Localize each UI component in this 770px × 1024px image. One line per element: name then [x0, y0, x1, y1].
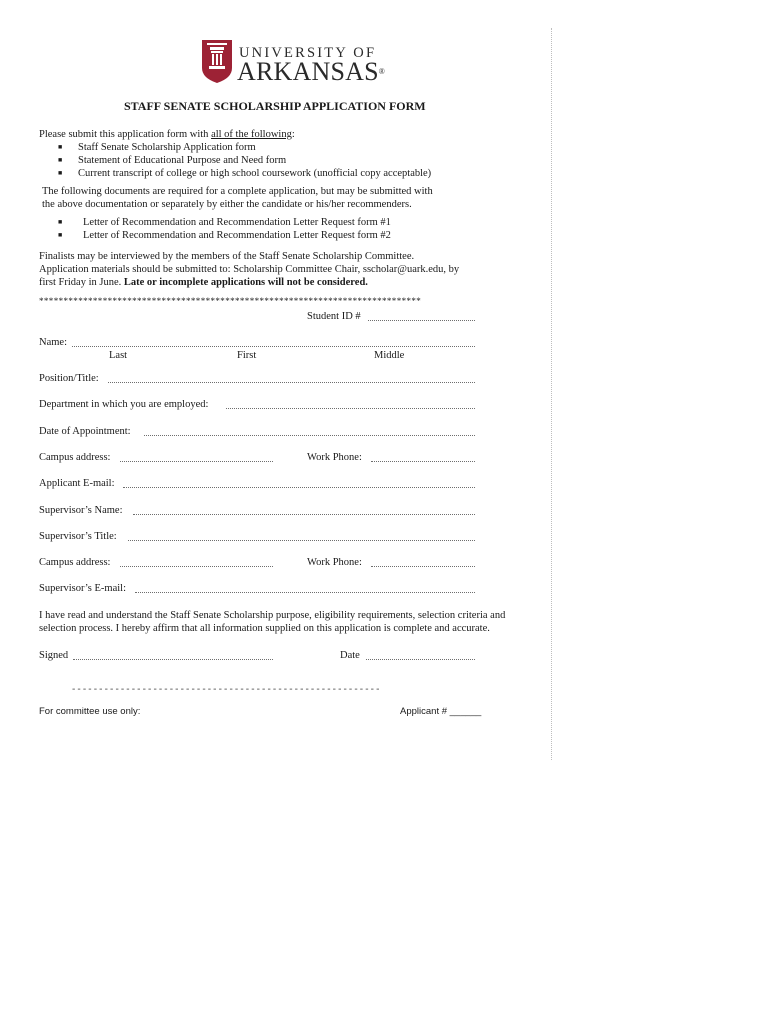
- signed-label: Signed: [39, 650, 69, 661]
- department-label: Department in which you are employed:: [39, 399, 209, 410]
- finalists-text: Finalists may be interviewed by the members of the Staff Senate Scholarship Committee.: [39, 251, 415, 262]
- signature-field[interactable]: [73, 659, 273, 660]
- date-of-appointment-label: Date of Appointment:: [39, 426, 131, 437]
- applicant-email-field[interactable]: [123, 487, 475, 488]
- list-item: Letter of Recommendation and Recommendation Letter Request form #1: [83, 217, 391, 228]
- supervisor-campus-address-field[interactable]: [120, 566, 273, 567]
- date-label: Date: [340, 650, 360, 661]
- logo-line-arkansas: ARKANSAS®: [237, 57, 386, 86]
- bullet-icon: ■: [58, 156, 63, 164]
- supervisor-campus-address-label: Campus address:: [39, 557, 111, 568]
- logo-line-university: UNIVERSITY OF: [239, 45, 377, 61]
- name-first-caption: First: [237, 350, 257, 361]
- separator-stars: ******************************************************************************: [39, 296, 422, 306]
- student-id-field[interactable]: [368, 320, 475, 321]
- list-item: Staff Senate Scholarship Application form: [78, 142, 256, 153]
- committee-separator: ---------------------------------------------------------: [72, 684, 382, 695]
- student-id-label: Student ID #: [307, 311, 361, 322]
- supervisor-email-field[interactable]: [135, 592, 475, 593]
- bullet-icon: ■: [58, 143, 63, 151]
- name-last-caption: Last: [109, 350, 128, 361]
- applicant-number-label: Applicant # ______: [400, 706, 482, 717]
- supervisor-work-phone-label: Work Phone:: [307, 557, 362, 568]
- affirmation-text: I have read and understand the Staff Senate Scholarship purpose, eligibility requirements, selection criteria and: [39, 610, 506, 621]
- campus-address-field[interactable]: [120, 461, 273, 462]
- bullet-icon: ■: [58, 231, 63, 239]
- department-field[interactable]: [226, 408, 475, 409]
- date-field[interactable]: [366, 659, 475, 660]
- submission-text: Application materials should be submitted to: Scholarship Committee Chair, sscholar@uark.edu, by: [39, 264, 460, 275]
- university-logo: [200, 38, 385, 88]
- additional-docs-text: the above documentation or separately by either the candidate or his/her recommenders.: [42, 199, 412, 210]
- intro-text: Please submit this application form with all of the following:: [39, 129, 295, 140]
- supervisor-title-field[interactable]: [128, 540, 475, 541]
- page-edge-dotted-line: [551, 28, 552, 760]
- supervisor-email-label: Supervisor’s E-mail:: [39, 583, 127, 594]
- committee-use-label: For committee use only:: [39, 706, 141, 717]
- name-middle-caption: Middle: [374, 350, 405, 361]
- list-item: Letter of Recommendation and Recommendation Letter Request form #2: [83, 230, 391, 241]
- university-shield-icon: [200, 38, 234, 84]
- bullet-icon: ■: [58, 218, 63, 226]
- list-item: Statement of Educational Purpose and Need form: [78, 155, 287, 166]
- additional-docs-text: The following documents are required for a complete application, but may be submitted with: [42, 186, 433, 197]
- supervisor-title-label: Supervisor’s Title:: [39, 531, 117, 542]
- name-label: Name:: [39, 337, 67, 348]
- form-title: STAFF SENATE SCHOLARSHIP APPLICATION FORM: [124, 99, 426, 113]
- supervisor-work-phone-field[interactable]: [371, 566, 475, 567]
- position-title-field[interactable]: [108, 382, 475, 383]
- name-field[interactable]: [72, 346, 475, 347]
- supervisor-name-field[interactable]: [133, 514, 475, 515]
- supervisor-name-label: Supervisor’s Name:: [39, 505, 123, 516]
- date-of-appointment-field[interactable]: [144, 435, 475, 436]
- campus-address-label: Campus address:: [39, 452, 111, 463]
- deadline-text: first Friday in June. Late or incomplete applications will not be considered.: [39, 277, 368, 288]
- list-item: Current transcript of college or high school coursework (unofficial copy acceptable): [78, 168, 432, 179]
- bullet-icon: ■: [58, 169, 63, 177]
- position-title-label: Position/Title:: [39, 373, 99, 384]
- affirmation-text: selection process. I hereby affirm that all information supplied on this application is complete and accurate.: [39, 623, 490, 634]
- work-phone-field[interactable]: [371, 461, 475, 462]
- work-phone-label: Work Phone:: [307, 452, 362, 463]
- applicant-email-label: Applicant E-mail:: [39, 478, 115, 489]
